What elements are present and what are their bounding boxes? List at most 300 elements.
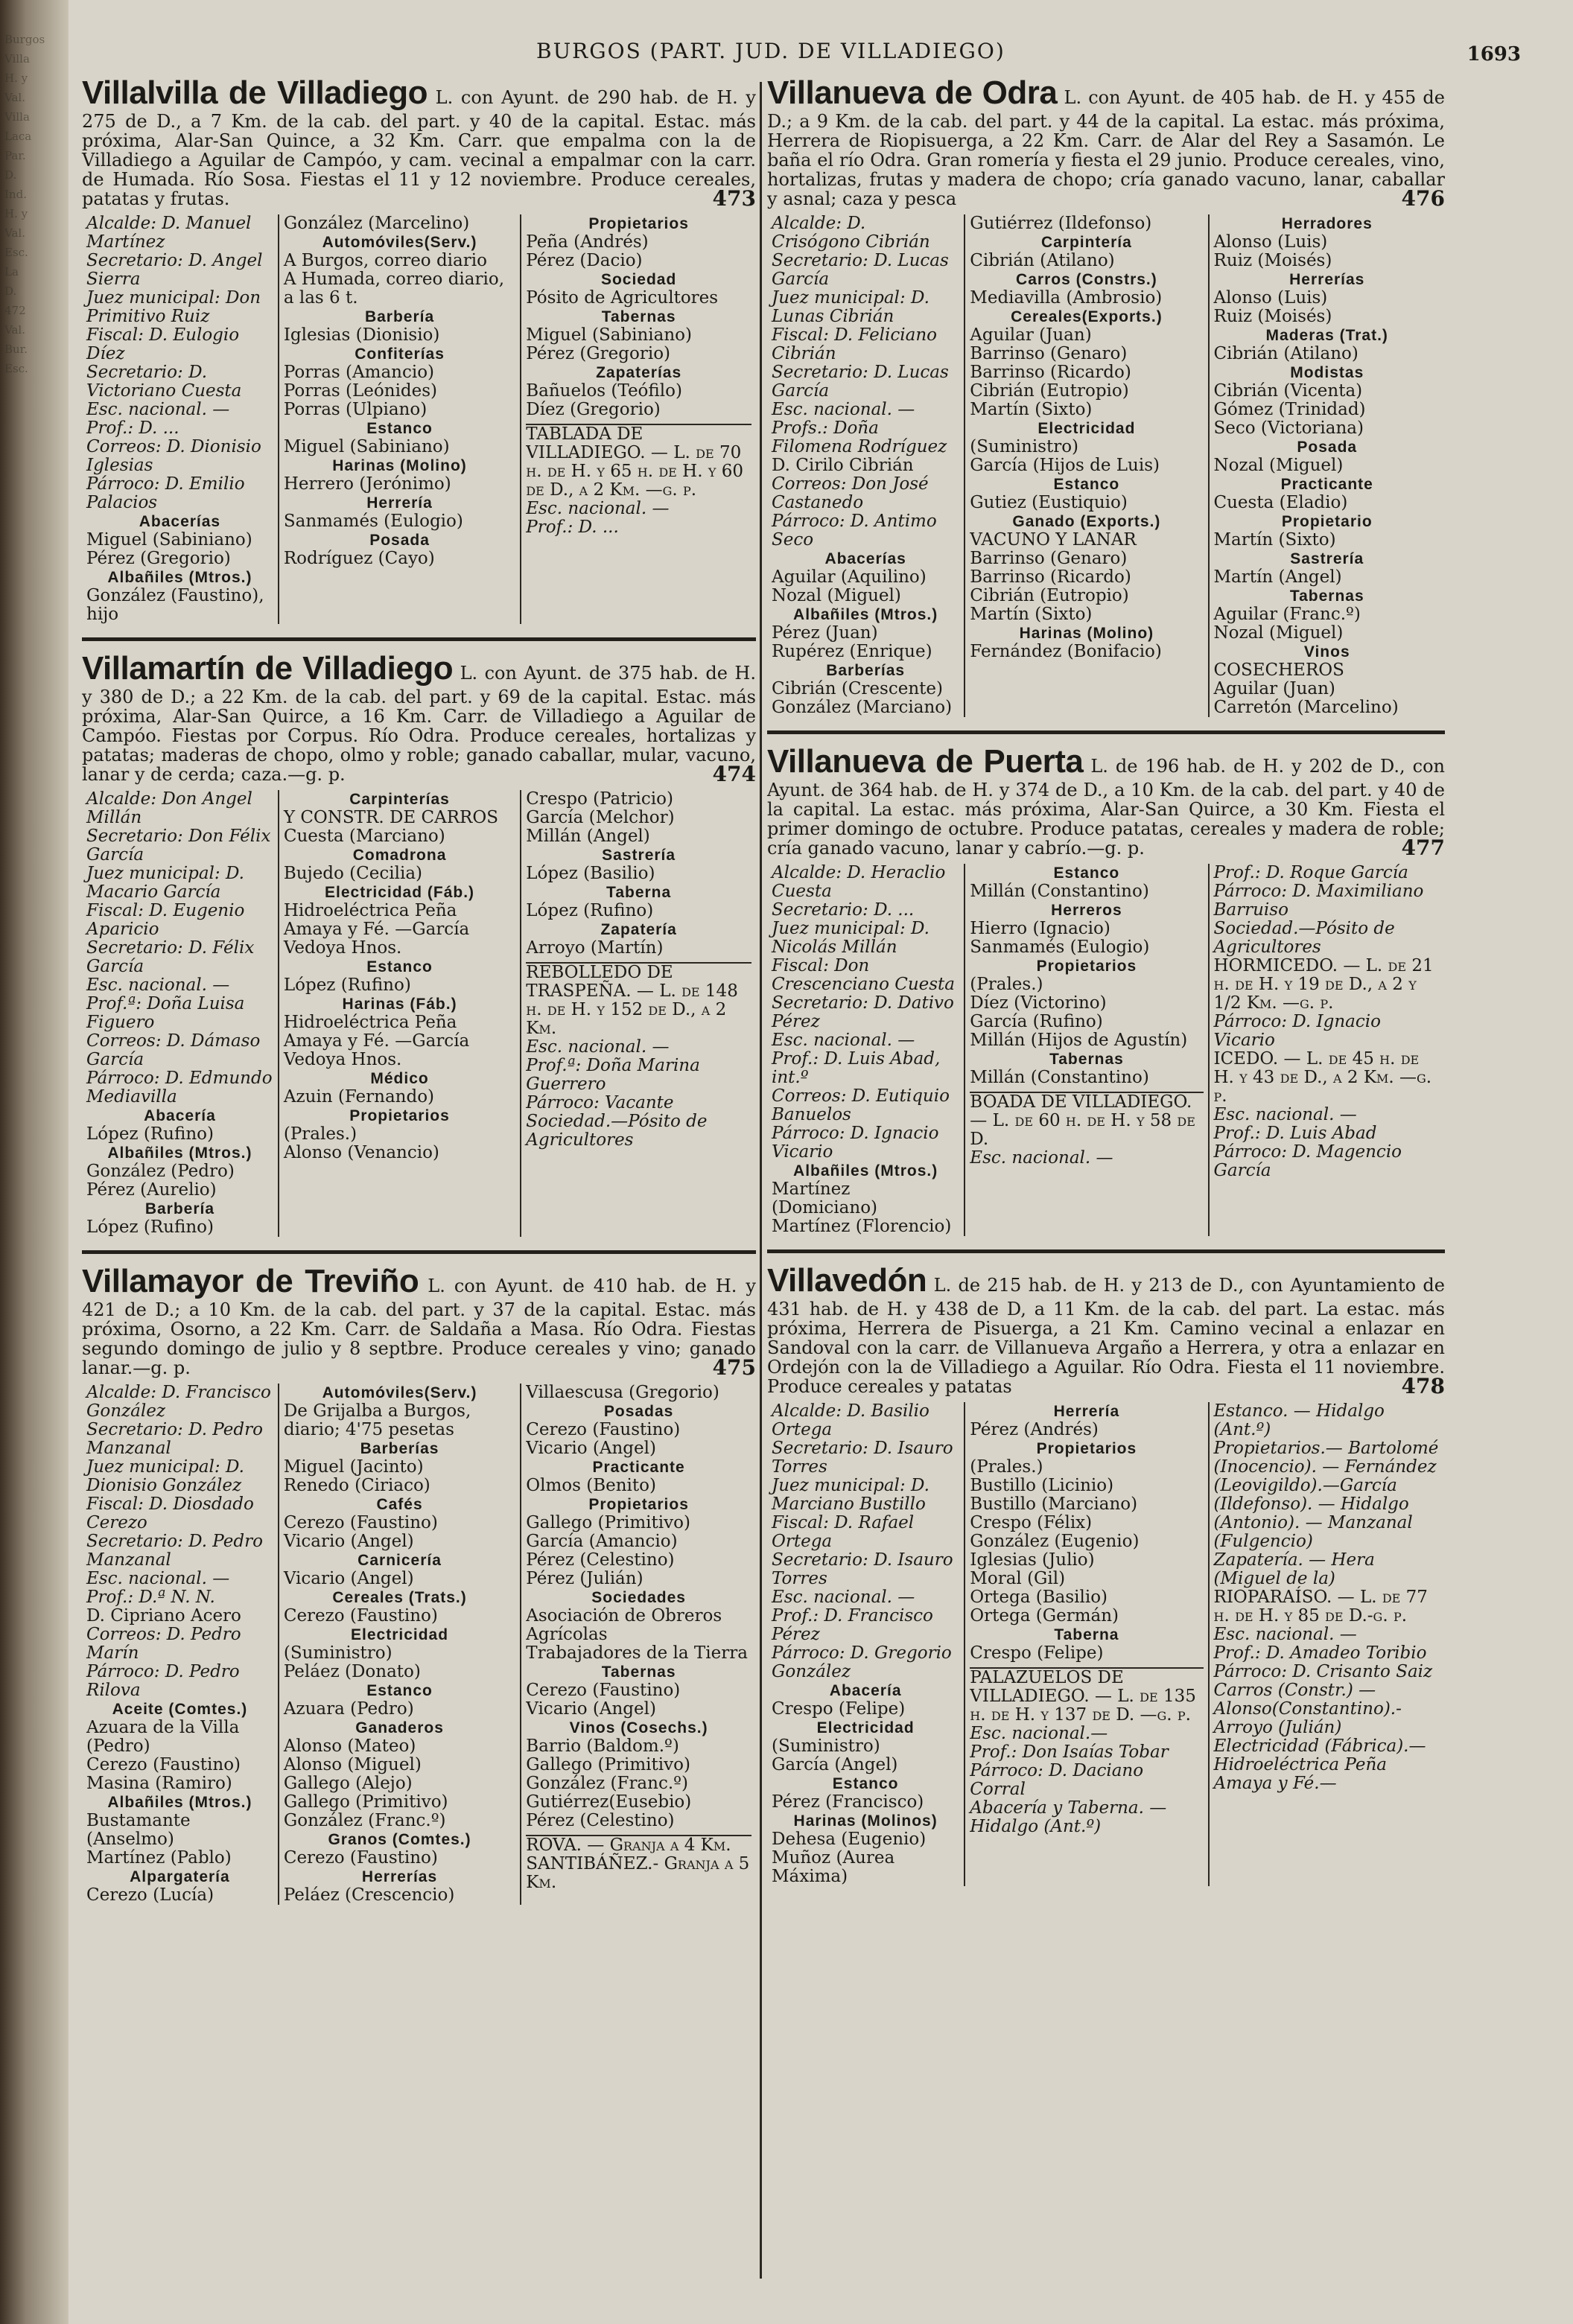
listing-line: (Prales.): [970, 1457, 1043, 1477]
listing-line: Secretario: D. Victoriano Cuesta: [86, 363, 242, 401]
category-heading: Vinos: [1303, 643, 1350, 660]
entry-number: 476: [1401, 186, 1445, 211]
listing-line: Cibrián (Atilano): [970, 251, 1115, 270]
listing-line: López (Basilio): [526, 864, 655, 883]
listing-line: Prof.ª: Doña Marina Guerrero: [526, 1056, 700, 1094]
listing-line: Párroco: D. Crisanto Saiz: [1213, 1662, 1433, 1681]
listing-line: Gallego (Primitivo): [283, 1792, 448, 1812]
listing-line: Bustillo (Marciano): [970, 1494, 1138, 1514]
listing-line: Crespo (Félix): [970, 1513, 1093, 1532]
listing-line: Párroco: D. Gregorio González: [772, 1643, 952, 1681]
listing-line: (Suministro): [970, 437, 1079, 456]
category-heading: Ganado (Exports.): [1012, 513, 1161, 530]
listing-line: Nozal (Miguel): [1213, 623, 1344, 643]
category-heading: Barbería: [364, 308, 435, 325]
directory-entry: [767, 743, 1445, 1236]
listing-line: ICEDO. — L. de 45 h. de H. y 43 de D., a 2 Km. —g. p.: [1213, 1049, 1432, 1106]
listing-line: González (Pedro): [86, 1162, 235, 1181]
listing-line: Juez municipal: D. Nicolás Millán: [772, 919, 930, 957]
listing-line: García (Amancio): [526, 1532, 678, 1551]
listing-line: Mediavilla (Ambrosio): [970, 288, 1163, 308]
listing-line: Secretario: D. ...: [772, 900, 915, 920]
listing-line: (Prales.): [970, 975, 1043, 994]
listing-line: Peña (Andrés): [526, 232, 649, 252]
listing-line: Gallego (Primitivo): [526, 1755, 690, 1774]
listing-line: Díez (Gregorio): [526, 400, 661, 419]
listing-line: Barrinso (Genaro): [970, 549, 1128, 568]
category-heading: Sociedad: [600, 271, 677, 288]
category-heading: Tabernas: [601, 1664, 676, 1681]
listing-line: D. Cipriano Acero: [86, 1606, 241, 1626]
left-column: [82, 74, 756, 1905]
entry-description: L. de 196 hab. de H. y 202 de D., con Ayunt. de 364 hab. de H. y 374 de D., a 10 Km. de la cab. del part. y 40 de la capital. La estac. más próxima, Alar-San Quirce, a 30 Km. Fiesta el primer domingo de octubre. Produce patatas, cereales y madera de roble; cría ganado vacuno, lanar y cabrío.—g. p.: [767, 756, 1445, 859]
entry-columns: [767, 214, 1445, 717]
entry-title: Villanueva de Odra: [767, 74, 1058, 111]
listing-line: Fiscal: D. Diosdado Cerezo: [86, 1494, 254, 1532]
listing-line: Miguel (Sabiniano): [526, 325, 693, 345]
entry-separator: [82, 1250, 756, 1254]
listing-column: [278, 790, 520, 1237]
listing-column: [82, 1384, 278, 1905]
category-heading: Albañiles (Mtros.): [793, 606, 938, 623]
listing-line: Párroco: D. Daciano Corral: [970, 1761, 1144, 1799]
listing-line: Alcalde: D. Manuel Martínez: [86, 214, 252, 252]
listing-line: Pérez (Gregorio): [86, 549, 231, 568]
listing-column: [1208, 214, 1446, 717]
listing-line: Prof.: D. Amadeo Toribio: [1213, 1643, 1427, 1663]
page-header: [82, 39, 1542, 71]
listing-line: Bustillo (Licinio): [970, 1476, 1114, 1495]
listing-column: [82, 214, 278, 624]
listing-line: Esc. nacional. —: [86, 975, 230, 995]
directory-entry: [767, 1262, 1445, 1886]
listing-line: Crespo (Felipe): [772, 1699, 906, 1719]
listing-line: Rupérez (Enrique): [772, 642, 932, 661]
category-heading: Carpinterías: [349, 791, 450, 808]
category-heading: Médico: [370, 1070, 429, 1087]
listing-line: Fiscal: Don Crescenciano Cuesta: [772, 956, 956, 994]
listing-line: Prof.ª: Doña Luisa Figuero: [86, 994, 245, 1032]
category-heading: Albañiles (Mtros.): [793, 1162, 938, 1179]
listing-line: Y CONSTR. DE CARROS: [283, 808, 498, 827]
entry-intro: [82, 650, 756, 784]
category-heading: Propietario: [1281, 513, 1373, 530]
entry-columns: [767, 1402, 1445, 1886]
entry-intro: [767, 743, 1445, 858]
right-column: [767, 74, 1445, 1886]
category-heading: Electricidad: [351, 1626, 449, 1643]
listing-column: [278, 1384, 520, 1905]
listing-line: Pérez (Celestino): [526, 1550, 675, 1570]
listing-line: Alonso (Luis): [1213, 232, 1328, 252]
listing-line: Pérez (Celestino): [526, 1811, 675, 1830]
listing-column: [278, 214, 520, 624]
listing-line: Prof.: D.ª N. N.: [86, 1588, 215, 1607]
category-heading: Barbería: [144, 1200, 215, 1217]
listing-line: Párroco: D. Maximiliano Barruiso: [1213, 882, 1424, 920]
listing-line: Pérez (Andrés): [970, 1420, 1099, 1439]
listing-line: Nozal (Miguel): [1213, 456, 1344, 475]
category-heading: Cafés: [376, 1496, 423, 1513]
listing-line: Ruiz (Moisés): [1213, 307, 1332, 326]
listing-line: Párroco: D. Antimo Seco: [772, 512, 937, 550]
listing-line: Iglesias (Julio): [970, 1550, 1095, 1570]
listing-line: Cerezo (Faustino): [283, 1848, 438, 1868]
category-heading: Estanco: [1053, 476, 1120, 493]
listing-line: Juez municipal: D. Dionisio González: [86, 1457, 244, 1495]
listing-line: Crespo (Felipe): [970, 1643, 1104, 1663]
listing-line: Gómez (Trinidad): [1213, 400, 1366, 419]
listing-line: Porras (Ulpiano): [283, 400, 428, 419]
listing-line: Gallego (Primitivo): [526, 1513, 690, 1532]
listing-line: Cuesta (Marciano): [283, 827, 445, 846]
category-heading: Harinas (Molino): [1019, 625, 1154, 642]
listing-line: Barrinso (Ricardo): [970, 363, 1131, 382]
listing-line: Cibrián (Atilano): [1213, 344, 1358, 363]
listing-line: Ortega (Basilio): [970, 1588, 1108, 1607]
listing-line: González (Franc.º): [283, 1811, 446, 1830]
listing-line: Esc. nacional. —: [86, 1569, 230, 1588]
category-heading: Propietarios: [1036, 958, 1137, 975]
listing-line: SANTIBÁÑEZ.- Granja a 5 Km.: [526, 1854, 750, 1892]
category-heading: Sastrería: [1290, 550, 1364, 567]
listing-line: Secretario: D. Dativo Pérez: [772, 993, 954, 1031]
entry-separator: [767, 1249, 1445, 1253]
listing-line: Alcalde: Don Angel Millán: [86, 789, 252, 827]
listing-line: Porras (Leónides): [283, 381, 438, 401]
category-heading: Propietarios: [1036, 1440, 1137, 1457]
listing-line: Alcalde: D. Heraclio Cuesta: [772, 863, 946, 901]
listing-line: Propietarios.— Bartolomé (Inocencio). — Fernández (Leovigildo).—García (Ildefonso). — Hidalgo (Antonio). — Manzanal (Fulgencio): [1213, 1439, 1439, 1551]
listing-line: González (Marciano): [772, 698, 953, 717]
category-heading: Albañiles (Mtros.): [107, 1145, 252, 1162]
listing-line: Renedo (Ciriaco): [283, 1476, 430, 1495]
listing-line: Gutiérrez (Ildefonso): [970, 214, 1152, 233]
listing-line: BOADA DE VILLADIEGO. — L. de 60 h. de H. y 58 de D.: [970, 1092, 1195, 1149]
category-heading: Carros (Constrs.): [1016, 271, 1157, 288]
directory-entry: [82, 650, 756, 1237]
listing-line: Alonso (Miguel): [283, 1755, 422, 1774]
category-heading: Herrerías: [361, 1868, 438, 1885]
listing-line: Olmos (Benito): [526, 1476, 656, 1495]
listing-line: D. Cirilo Cibrián: [772, 456, 914, 475]
listing-line: Fiscal: D. Feliciano Cibrián: [772, 325, 938, 363]
listing-line: Cerezo (Faustino): [86, 1755, 241, 1774]
listing-line: Fiscal: D. Eulogio Díez: [86, 325, 240, 363]
listing-line: (Suministro): [283, 1643, 393, 1663]
category-heading: Practicante: [1280, 476, 1373, 493]
listing-line: García (Hijos de Luis): [970, 456, 1160, 475]
listing-line: Nozal (Miguel): [772, 586, 901, 605]
listing-line: Pérez (Dacio): [526, 251, 643, 270]
entry-separator: [767, 730, 1445, 734]
listing-line: Profs.: Doña Filomena Rodríguez: [772, 418, 947, 456]
listing-line: Electricidad (Fábrica).—Hidroeléctrica Peña Amaya y Fé.—: [1213, 1736, 1426, 1793]
listing-line: Sociedad.—Pósito de Agricultores: [526, 1112, 708, 1150]
listing-line: Párroco: D. Ignacio Vicario: [1213, 1012, 1381, 1050]
listing-line: Peláez (Crescencio): [283, 1885, 455, 1905]
listing-line: Vicario (Angel): [526, 1699, 656, 1719]
listing-line: Juez municipal: D. Lunas Cibrián: [772, 288, 930, 326]
listing-line: Estanco. — Hidalgo (Ant.º): [1213, 1401, 1385, 1439]
listing-line: Esc. nacional. —: [970, 1148, 1113, 1168]
listing-line: (Suministro): [772, 1736, 880, 1756]
listing-line: Prof.: D. Luis Abad, int.º: [772, 1049, 941, 1087]
category-heading: Taberna: [606, 884, 672, 901]
listing-line: Secretario: D. Isauro Torres: [772, 1550, 953, 1588]
listing-line: Alonso (Mateo): [283, 1736, 416, 1756]
category-heading: Estanco: [1053, 865, 1120, 882]
listing-line: Ortega (Germán): [970, 1606, 1119, 1626]
listing-line: Alcalde: D. Francisco González: [86, 1383, 271, 1421]
category-heading: Herreros: [1051, 902, 1122, 919]
category-heading: Maderas (Trat.): [1265, 327, 1388, 344]
entry-intro: [82, 1263, 756, 1378]
listing-column: [964, 1402, 1207, 1886]
category-heading: Propietarios: [588, 215, 689, 232]
listing-line: Seco (Victoriana): [1213, 418, 1364, 438]
listing-line: Alcalde: D. Basilio Ortega: [772, 1401, 930, 1439]
directory-entry: [767, 74, 1445, 717]
category-heading: Electricidad (Fáb.): [325, 884, 475, 901]
listing-line: Muñoz (Aurea Máxima): [772, 1848, 895, 1886]
listing-line: Prof.: D. Luis Abad: [1213, 1124, 1377, 1143]
listing-line: Fiscal: D. Eugenio Aparicio: [86, 901, 245, 939]
category-heading: Propietarios: [349, 1107, 450, 1124]
entry-description: L. con Ayunt. de 375 hab. de H. y 380 de D.; a 22 Km. de la cab. del part. y 69 de la capital. Estac. más próxima, Alar-San Quirce, a 16 Km. Carr. de Villadiego a Aguilar de Campóo. Fiestas por Corpus. Río Odra. Produce cereales, hortalizas y patatas; maderas de chopo, olmo y roble; ganado caballar, mular, vacuno, lanar y de cerda; caza.—g. p.: [82, 663, 756, 785]
page-number: 1693: [1466, 43, 1521, 66]
entry-intro: [82, 74, 756, 211]
listing-line: López (Rufino): [283, 975, 411, 995]
category-heading: Harinas (Molino): [332, 457, 467, 474]
listing-line: Secretario: D. Pedro Manzanal: [86, 1532, 263, 1570]
listing-line: Cerezo (Lucía): [86, 1885, 214, 1905]
category-heading: Electricidad: [1037, 420, 1136, 437]
listing-column: [520, 1384, 756, 1905]
listing-line: Párroco: D. Emilio Palacios: [86, 474, 245, 512]
entry-description: L. de 215 hab. de H. y 213 de D., con Ayuntamiento de 431 hab. de H. y 438 de D, a 11 Km. de la cab. del part. La estac. más próxima, Herrera de Pisuerga, a 21 Km. Camino vecinal a enlazar en Sandoval con la carr. de Villanueva Argaño a Herrera, y otra a enlazar en Ordejón con la de Villadiego a Aguilar. Río Odra. Fiesta el 11 noviembre. Produce cereales y patatas: [767, 1275, 1445, 1397]
listing-line: Millán (Hijos de Agustín): [970, 1031, 1188, 1050]
listing-line: Párroco: D. Ignacio Vicario: [772, 1124, 939, 1162]
listing-line: Carretón (Marcelino): [1213, 698, 1399, 717]
entry-title: Villavedón: [767, 1262, 927, 1299]
listing-line: Esc. nacional. —: [772, 1031, 915, 1050]
listing-line: Cibrián (Crescente): [772, 679, 943, 698]
category-heading: Cereales(Exports.): [1011, 308, 1163, 325]
listing-line: González (Marcelino): [283, 214, 470, 233]
category-heading: Vinos (Cosechs.): [569, 1719, 708, 1736]
category-heading: Practicante: [592, 1459, 685, 1476]
entry-description: L. con Ayunt. de 410 hab. de H. y 421 de D.; a 10 Km. de la cab. del part. y 37 de la capital. Estac. más próxima, Osorno, a 22 Km. Carr. de Saldaña a Masa. Río Odra. Fiestas segundo domingo de julio y 8 septbre. Produce cereales y vino; ganado lanar.—g. p.: [82, 1276, 756, 1378]
listing-line: Iglesias (Dionisio): [283, 325, 440, 345]
entry-columns: [82, 790, 756, 1237]
category-heading: Herrerías: [1289, 271, 1365, 288]
category-heading: Abacería: [829, 1682, 902, 1699]
entry-description: L. con Ayunt. de 405 hab. de H. y 455 de D.; a 9 Km. de la cab. del part. y 44 de la capital. La estac. más próxima, Herrera de Riopisuerga, a 22 Km. Carr. de Alar del Rey a Sasamón. Le baña el río Odra. Gran romería y fiesta el 29 junio. Produce cereales, vino, hortalizas, frutas y madera de chopo; cría ganado vacuno, lanar, caballar y asnal; caza y pesca: [767, 87, 1445, 209]
entry-title: Villanueva de Puerta: [767, 743, 1084, 780]
entry-intro: [767, 1262, 1445, 1396]
listing-line: Gutiérrez(Eusebio): [526, 1792, 692, 1812]
entry-title: Villalvilla de Villadiego: [82, 74, 428, 111]
entry-number: 475: [712, 1355, 756, 1380]
listing-line: Aguilar (Juan): [970, 325, 1092, 345]
listing-line: Azuin (Fernando): [283, 1087, 435, 1107]
listing-line: Fiscal: D. Rafael Ortega: [772, 1513, 915, 1551]
category-heading: Posadas: [603, 1403, 674, 1420]
listing-line: HORMICEDO. — L. de 21 h. de H. y 19 de D., a 2 y 1/2 Km. —g. p.: [1213, 956, 1434, 1013]
listing-line: García (Melchor): [526, 808, 675, 827]
category-heading: Estanco: [366, 420, 433, 437]
listing-line: Martín (Sixto): [970, 605, 1093, 624]
category-heading: Herradores: [1281, 215, 1373, 232]
listing-line: Párroco: D. Edmundo Mediavilla: [86, 1069, 273, 1107]
category-heading: Harinas (Molinos): [793, 1812, 938, 1830]
listing-line: Correos: D. Eutiquio Banuelos: [772, 1086, 950, 1124]
listing-line: Pérez (Juan): [772, 623, 878, 643]
category-heading: Automóviles(Serv.): [322, 1384, 477, 1401]
category-heading: Sastrería: [602, 847, 676, 864]
listing-line: Millán (Angel): [526, 827, 650, 846]
listing-column: [767, 214, 964, 717]
category-heading: Propietarios: [588, 1496, 689, 1513]
listing-column: [767, 864, 964, 1236]
listing-line: Alonso (Luis): [1213, 288, 1328, 308]
listing-line: Cibrián (Vicenta): [1213, 381, 1363, 401]
listing-line: Gallego (Alejo): [283, 1774, 413, 1793]
listing-line: Millán (Constantino): [970, 882, 1149, 901]
directory-entry: [82, 74, 756, 624]
listing-line: López (Rufino): [86, 1217, 214, 1237]
category-heading: Aceite (Comtes.): [112, 1701, 248, 1718]
listing-line: Barrinso (Genaro): [970, 344, 1128, 363]
category-heading: Carpintería: [1040, 234, 1132, 251]
category-heading: Confiterías: [355, 346, 445, 363]
category-heading: Sociedades: [591, 1589, 686, 1606]
listing-line: Barrio (Baldom.º): [526, 1736, 679, 1756]
listing-line: González (Franc.º): [526, 1774, 688, 1793]
listing-line: Rodríguez (Cayo): [283, 549, 435, 568]
category-heading: Barberías: [360, 1440, 439, 1457]
category-heading: Cereales (Trats.): [332, 1589, 467, 1606]
listing-line: Martín (Sixto): [970, 400, 1093, 419]
listing-line: Prof.: D. ...: [526, 518, 619, 537]
category-heading: Posada: [1297, 439, 1358, 456]
category-heading: Estanco: [366, 1682, 433, 1699]
category-heading: Alpargatería: [130, 1868, 230, 1885]
listing-line: Miguel (Jacinto): [283, 1457, 424, 1477]
category-heading: Estanco: [832, 1775, 899, 1792]
listing-line: Bustamante (Anselmo): [86, 1811, 191, 1849]
column-divider: [760, 82, 762, 2279]
category-heading: Carnicería: [358, 1552, 442, 1569]
listing-line: Moral (Gil): [970, 1569, 1066, 1588]
listing-line: VACUNO Y LANAR: [970, 530, 1137, 550]
listing-line: Miguel (Sabiniano): [86, 530, 252, 550]
listing-line: García (Angel): [772, 1755, 898, 1774]
category-heading: Abacería: [144, 1107, 216, 1124]
entry-description: L. con Ayunt. de 290 hab. de H. y 275 de D., a 7 Km. de la cab. del part. y 40 de la capital. Estac. más próxima, Alar-San Quince, a 32 Km. Carr. que empalma con la de Villadiego a Aguilar de Campóo, y cam. vecinal a empalmar con la carr. de Humada. Río Sosa. Fiestas el 11 y 12 noviembre. Produce cereales, patatas y frutas.: [82, 87, 756, 209]
entry-separator: [82, 637, 756, 641]
listing-line: Millán (Constantino): [970, 1068, 1149, 1087]
entry-title: Villamayor de Treviño: [82, 1263, 419, 1299]
listing-line: Aguilar (Juan): [1213, 679, 1335, 698]
entry-number: 473: [712, 186, 756, 211]
listing-line: Cuesta (Eladio): [1213, 493, 1348, 512]
entry-intro: [767, 74, 1445, 211]
listing-line: González (Faustino), hijo: [86, 586, 264, 624]
listing-line: Secretario: D. Félix García: [86, 938, 255, 976]
entry-number: 477: [1401, 835, 1445, 860]
listing-line: Cerezo (Faustino): [526, 1420, 681, 1439]
listing-line: Carros (Constr.) —Alonso(Constantino).- Arroyo (Julián): [1213, 1681, 1402, 1737]
listing-line: Martín (Sixto): [1213, 530, 1336, 550]
category-heading: Electricidad: [816, 1719, 915, 1736]
listing-line: Aguilar (Franc.º): [1213, 605, 1361, 624]
entry-columns: [82, 1384, 756, 1905]
listing-line: Dehesa (Eugenio): [772, 1830, 927, 1849]
category-heading: Herrería: [1053, 1403, 1120, 1420]
listing-line: Prof.: D. Roque García: [1213, 863, 1408, 882]
listing-line: Azuara de la Villa (Pedro): [86, 1718, 240, 1756]
listing-line: Gutiez (Eustiquio): [970, 493, 1128, 512]
listing-line: Aguilar (Aquilino): [772, 567, 927, 587]
listing-line: Martínez (Florencio): [772, 1217, 952, 1236]
listing-column: [520, 790, 756, 1237]
category-heading: Zapatería: [600, 921, 677, 938]
listing-line: Correos: D. Dámaso García: [86, 1031, 261, 1069]
listing-line: Cerezo (Faustino): [283, 1606, 438, 1626]
listing-line: Prof.: D. ...: [86, 418, 179, 438]
category-heading: Tabernas: [1049, 1051, 1124, 1068]
listing-line: Villaescusa (Gregorio): [526, 1383, 719, 1402]
listing-line: Vicario (Angel): [283, 1569, 414, 1588]
listing-line: Pérez (Francisco): [772, 1792, 924, 1812]
book-spine-previous-page: [0, 0, 69, 2324]
spine-text: Burgos Villa H. y Val. Villa Laca Par. D. Ind. H. y Val. Esc. La D. 472 Val. Bur. Esc.: [4, 33, 45, 375]
category-heading: Granos (Comtes.): [328, 1831, 471, 1848]
listing-line: Alcalde: D. Crisógono Cibrián: [772, 214, 930, 252]
listing-line: Secretario: D. Pedro Manzanal: [86, 1420, 263, 1458]
category-heading: Zapaterías: [596, 364, 682, 381]
listing-line: Esc. nacional. —: [86, 400, 230, 419]
listing-column: [520, 214, 756, 624]
running-header-title: BURGOS (PART. JUD. DE VILLADIEGO): [536, 39, 1005, 63]
category-heading: Abacerías: [824, 550, 906, 567]
listing-line: A Humada, correo diario, a las 6 t.: [283, 270, 505, 308]
listing-line: Martínez (Domiciano): [772, 1179, 878, 1217]
category-heading: Albañiles (Mtros.): [107, 569, 252, 586]
listing-line: Secretario: D. Isauro Torres: [772, 1439, 953, 1477]
category-heading: Taberna: [1054, 1626, 1119, 1643]
entry-columns: [82, 214, 756, 624]
listing-line: Sociedad.—Pósito de Agricultores: [1213, 919, 1395, 957]
category-heading: Albañiles (Mtros.): [107, 1794, 252, 1811]
listing-line: Díez (Victorino): [970, 993, 1107, 1013]
category-heading: Modistas: [1290, 364, 1364, 381]
listing-line: Esc. nacional. —: [772, 1588, 915, 1607]
listing-line: Martínez (Pablo): [86, 1848, 232, 1868]
listing-line: Azuara (Pedro): [283, 1699, 414, 1719]
listing-line: Bañuelos (Teófilo): [526, 381, 682, 401]
entry-number: 478: [1401, 1374, 1445, 1398]
listing-line: Peláez (Donato): [283, 1662, 421, 1681]
listing-line: Abacería y Taberna. — Hidalgo (Ant.º): [970, 1798, 1167, 1836]
listing-line: Asociación de Obreros Agrícolas: [526, 1606, 722, 1644]
listing-line: Hierro (Ignacio): [970, 919, 1110, 938]
listing-line: Bujedo (Cecilia): [283, 864, 422, 883]
category-heading: Tabernas: [1289, 588, 1364, 605]
listing-line: López (Rufino): [86, 1124, 214, 1144]
